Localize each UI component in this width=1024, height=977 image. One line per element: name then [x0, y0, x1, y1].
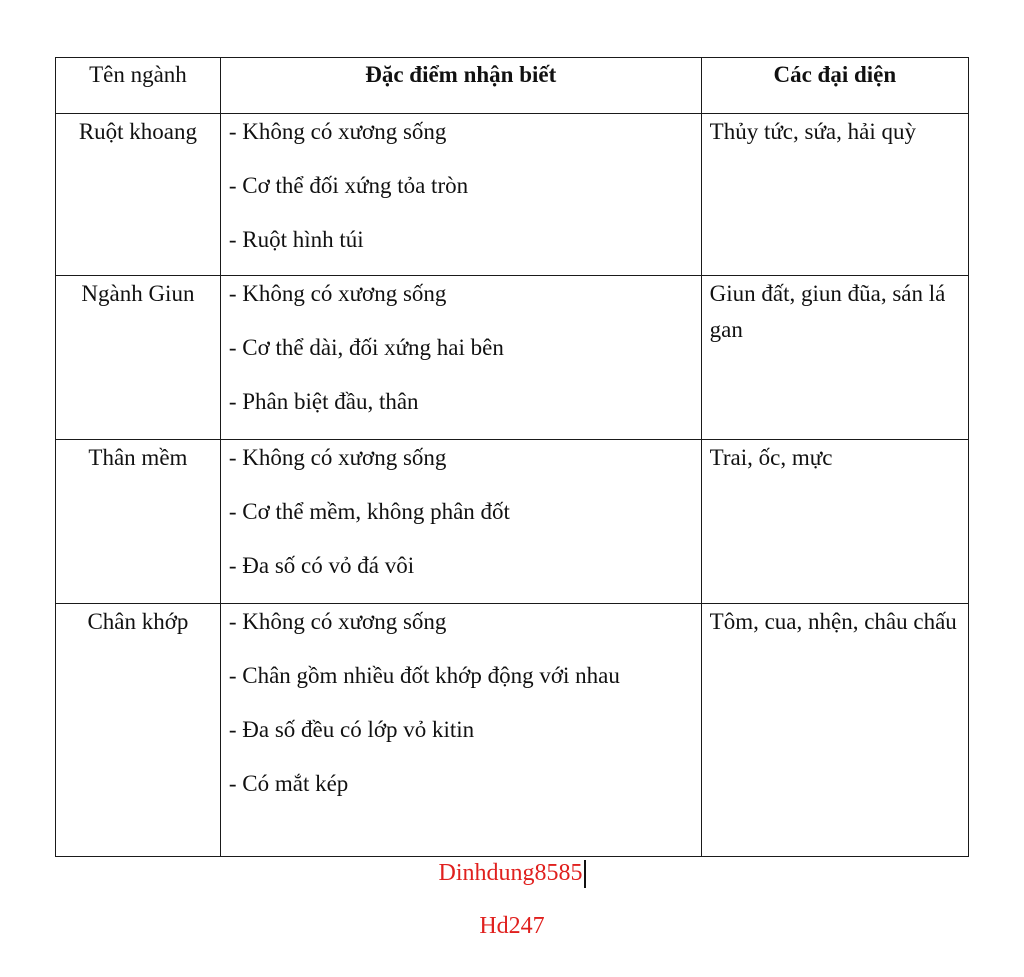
representatives-cell: [701, 114, 968, 276]
author-name: Dinhdung8585: [438, 860, 583, 886]
site-name: Hd247: [479, 913, 545, 939]
author-watermark: [0, 860, 1024, 888]
table-row: [56, 114, 969, 276]
representatives-text: Giun đất, giun đũa, sán lá gan: [709, 281, 946, 342]
feature-line: - Có mắt kép: [228, 771, 349, 796]
feature-line: - Không có xương sống: [228, 119, 447, 144]
features-cell: [220, 276, 701, 440]
feature-line: - Cơ thể mềm, không phân đốt: [228, 499, 510, 524]
features-cell: [220, 604, 701, 857]
phylum-name: Ngành Giun: [56, 276, 221, 440]
feature-line: - Không có xương sống: [228, 281, 447, 306]
classification-table: [55, 57, 969, 857]
header-phylum-name: Tên ngành: [56, 58, 221, 114]
feature-line: - Đa số có vỏ đá vôi: [228, 553, 415, 578]
representatives-text: Tôm, cua, nhện, châu chấu: [709, 609, 957, 634]
representatives-cell: [701, 440, 968, 604]
representatives-text: Trai, ốc, mực: [709, 445, 833, 470]
representatives-cell: [701, 276, 968, 440]
features-cell: [220, 440, 701, 604]
feature-line: - Chân gồm nhiều đốt khớp động với nhau: [228, 663, 620, 688]
feature-line: - Phân biệt đầu, thân: [228, 389, 419, 414]
text-cursor: [584, 860, 586, 888]
feature-line: - Không có xương sống: [228, 445, 447, 470]
representatives-cell: [701, 604, 968, 857]
feature-line: - Cơ thể đối xứng tỏa tròn: [228, 173, 469, 198]
feature-line: - Không có xương sống: [228, 609, 447, 634]
feature-line: - Cơ thể dài, đối xứng hai bên: [228, 335, 504, 360]
feature-line: - Ruột hình túi: [228, 227, 364, 252]
header-identifying-features: Đặc điểm nhận biết: [220, 58, 701, 114]
table-row: [56, 276, 969, 440]
site-watermark: [0, 913, 1024, 940]
table-row: [56, 440, 969, 604]
phylum-name: Chân khớp: [56, 604, 221, 857]
header-representatives: Các đại diện: [701, 58, 968, 114]
table-row: [56, 604, 969, 857]
representatives-text: Thủy tức, sứa, hải quỳ: [709, 119, 916, 144]
phylum-name: Ruột khoang: [56, 114, 221, 276]
phylum-name: Thân mềm: [56, 440, 221, 604]
feature-line: - Đa số đều có lớp vỏ kitin: [228, 717, 475, 742]
features-cell: [220, 114, 701, 276]
table-header-row: [56, 58, 969, 114]
